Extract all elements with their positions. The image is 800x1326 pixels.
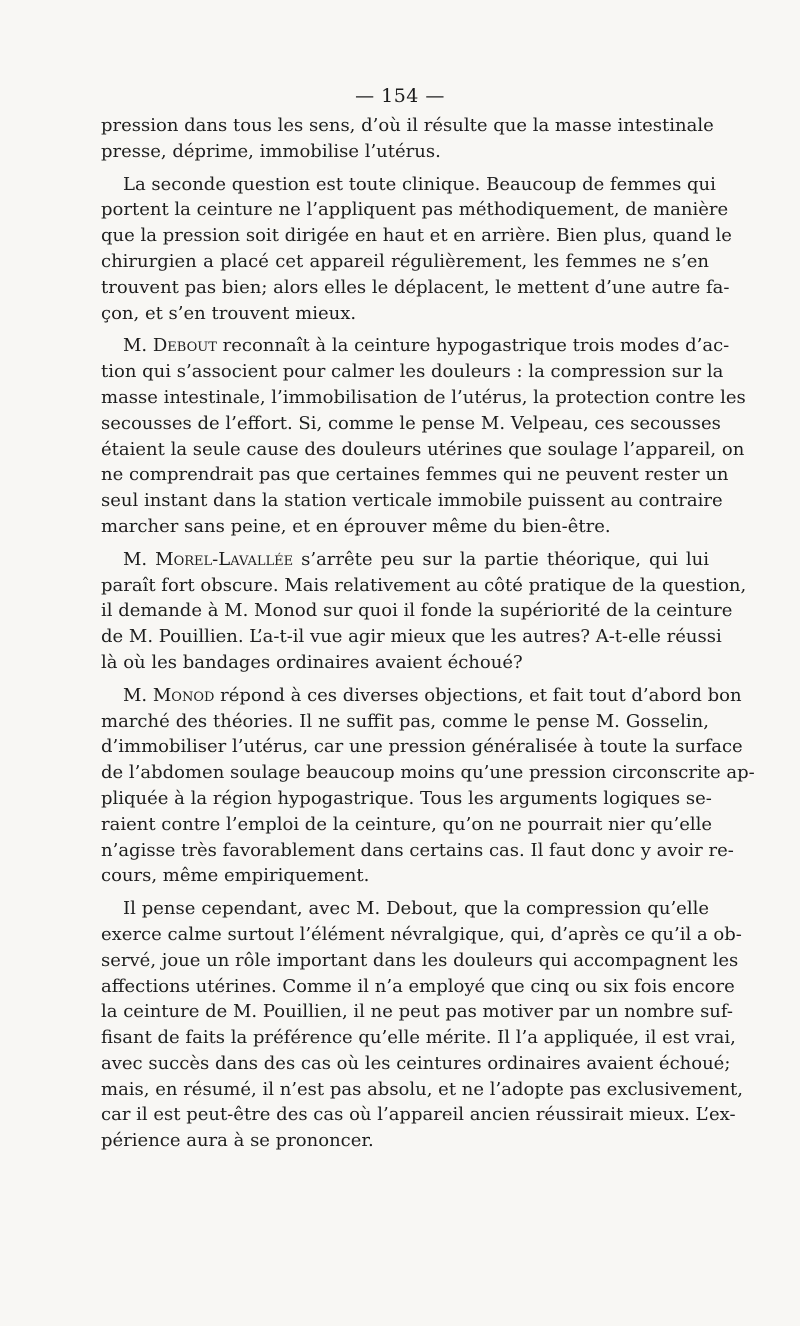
paragraph-4 [101, 547, 747, 676]
text-line: périence aura à se prononcer. [101, 1130, 374, 1152]
text-line: affections utérines. Comme il n’a employé que cinq ou six fois encore [101, 975, 735, 997]
text-line: que la pression soit dirigée en haut et en arrière. Bien plus, quand le [101, 225, 732, 247]
text-line: chirurgien a placé cet appareil régulièrement, les femmes ne s’en [101, 250, 709, 272]
text-line: il demande à M. Monod sur quoi il fonde la supériorité de la ceinture [101, 600, 733, 622]
page-number: — 154 — [355, 85, 445, 107]
speaker-name: M. Monod [123, 684, 215, 706]
text-line: fisant de faits la préférence qu’elle mérite. Il l’a appliquée, il est vrai, [101, 1027, 736, 1049]
text-line: cours, même empiriquement. [101, 865, 370, 887]
text-line: seul instant dans la station verticale immobile puissent au contraire [101, 490, 723, 512]
text-line: pression dans tous les sens, d’où il résulte que la masse intestinale [101, 115, 714, 136]
text-line: étaient la seule cause des douleurs utérines que soulage l’appareil, on [101, 438, 745, 460]
speaker-name: M. Morel-Lavallée [123, 548, 294, 570]
text-line: portent la ceinture ne l’appliquent pas méthodiquement, de manière [101, 199, 729, 221]
text-line: raient contre l’emploi de la ceinture, qu’on ne pourrait nier qu’elle [101, 813, 713, 835]
text-line: presse, déprime, immobilise l’utérus. [101, 140, 441, 162]
text-line: paraît fort obscure. Mais relativement au côté pratique de la question, [101, 574, 747, 596]
text-line: masse intestinale, l’immobilisation de l’utérus, la protection contre les [101, 386, 746, 408]
text-line: tion qui s’associent pour calmer les douleurs : la compression sur la [101, 361, 724, 383]
text-line: de M. Pouillien. L’a-t-il vue agir mieux que les autres? A-t-elle réussi [101, 626, 722, 648]
text-line: là où les bandages ordinaires avaient échoué? [101, 651, 523, 673]
text-line: car il est peut-être des cas où l’appareil ancien réussirait mieux. L’ex- [101, 1104, 736, 1126]
text-line: avec succès dans des cas où les ceintures ordinaires avaient échoué; [101, 1052, 731, 1074]
text-fragment: répond à ces diverses objections, et fait tout d’abord bon [220, 684, 742, 706]
paragraph-6 [101, 896, 743, 1154]
text-line: trouvent pas bien; alors elles le déplacent, le mettent d’une autre fa- [101, 276, 730, 298]
text-fragment: reconnaît à la ceinture hypogastrique trois modes d’ac- [222, 335, 730, 357]
text-line: Il pense cependant, avec M. Debout, que la compression qu’elle [123, 898, 709, 920]
page-body [101, 113, 755, 1154]
text-line: de l’abdomen soulage beaucoup moins qu’une pression circonscrite ap- [101, 762, 755, 784]
text-line: La seconde question est toute clinique. Beaucoup de femmes qui [123, 173, 716, 195]
text-line: servé, joue un rôle important dans les douleurs qui accompagnent les [101, 949, 739, 971]
text-line: d’immobiliser l’utérus, car une pression généralisée à toute la surface [101, 736, 743, 758]
text-line: mais, en résumé, il n’est pas absolu, et ne l’adopte pas exclusivement, [101, 1078, 743, 1100]
text-line: n’agisse très favorablement dans certains cas. Il faut donc y avoir re- [101, 839, 734, 861]
speaker-name: M. Debout [123, 335, 217, 357]
paragraph-5 [101, 683, 755, 889]
paragraph-2 [101, 172, 732, 327]
text-line [101, 333, 730, 359]
text-line [101, 683, 742, 709]
text-line: çon, et s’en trouvent mieux. [101, 302, 357, 324]
text-line: marcher sans peine, et en éprouver même du bien-être. [101, 515, 611, 537]
paragraph-3 [101, 333, 746, 539]
text-line: exerce calme surtout l’élément névralgique, qui, d’après ce qu’il a ob- [101, 923, 742, 945]
text-fragment: s’arrête peu sur la partie théorique, qui lui [301, 548, 709, 570]
text-line [101, 547, 709, 573]
text-line: la ceinture de M. Pouillien, il ne peut pas motiver par un nombre suf- [101, 1001, 733, 1023]
text-line: ne comprendrait pas que certaines femmes qui ne peuvent rester un [101, 464, 729, 486]
text-line: pliquée à la région hypogastrique. Tous les arguments logiques se- [101, 787, 712, 809]
text-line: secousses de l’effort. Si, comme le pense M. Velpeau, ces secousses [101, 412, 721, 434]
text-line: marché des théories. Il ne suffit pas, comme le pense M. Gosselin, [101, 710, 709, 732]
paragraph-1 [101, 113, 714, 165]
